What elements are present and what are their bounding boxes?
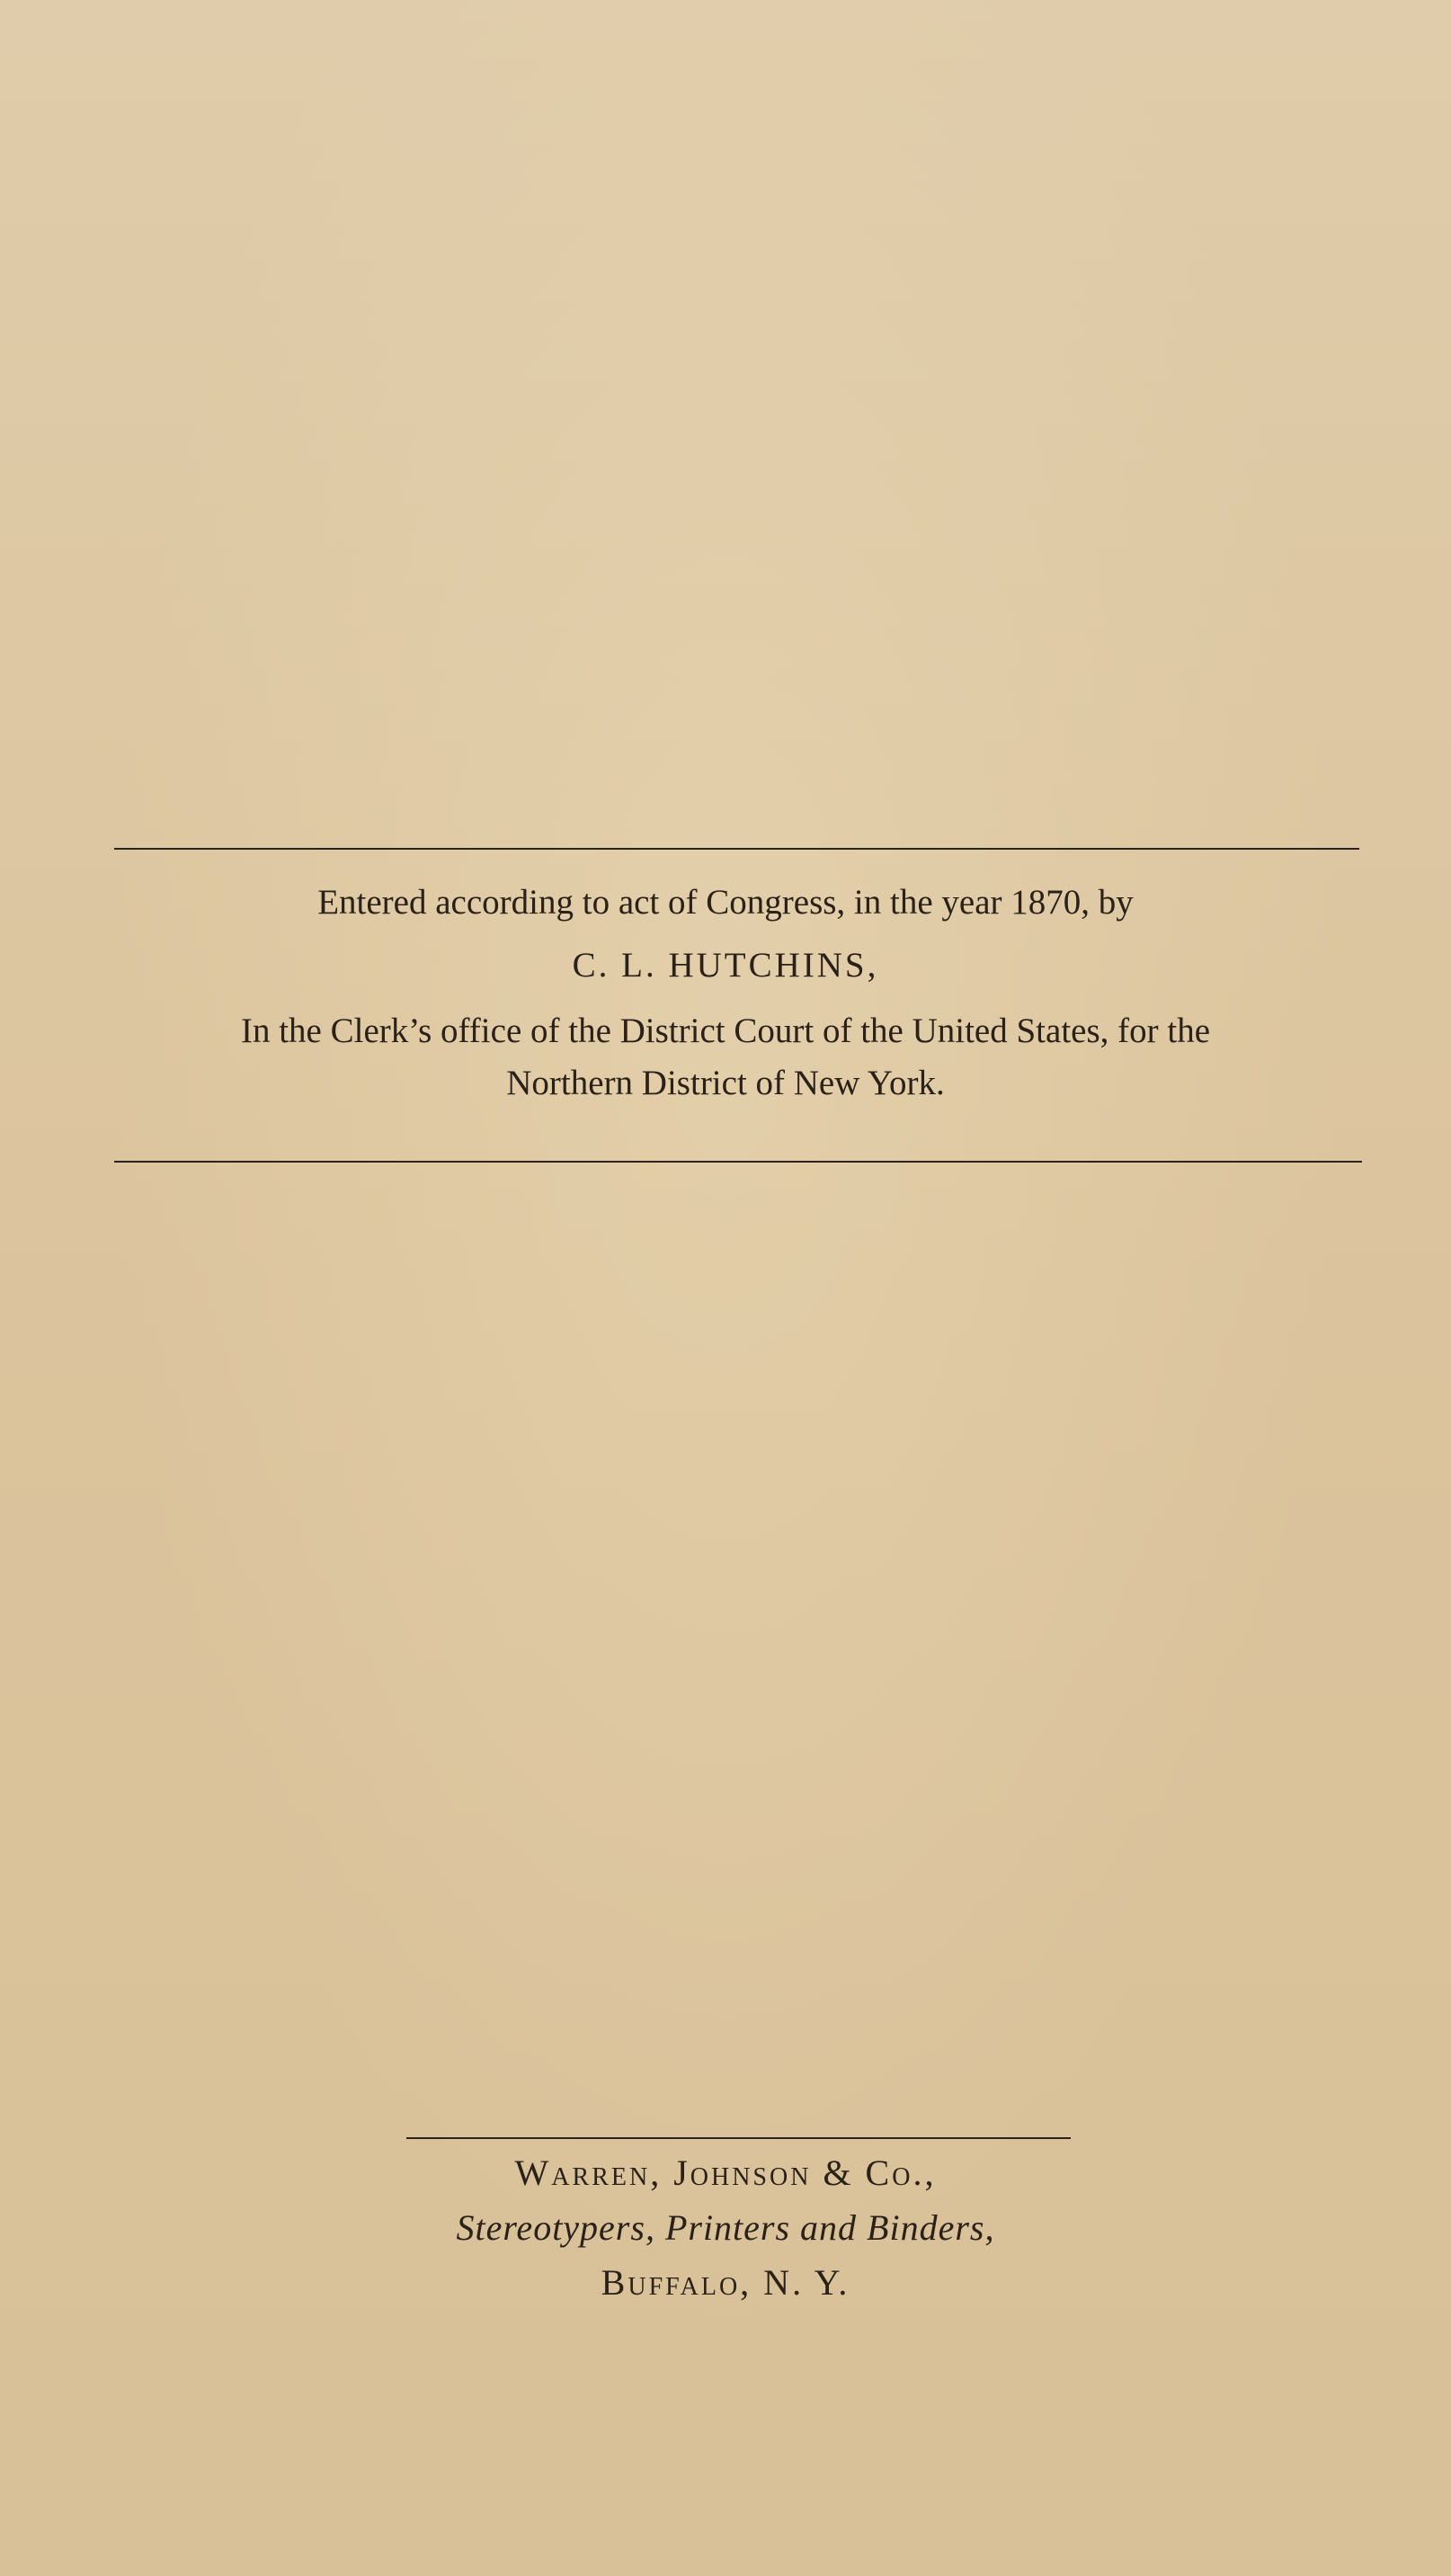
- printer-trade: Stereotypers, Printers and Binders,: [456, 2207, 995, 2248]
- printer-divider-rule: [406, 2137, 1071, 2139]
- printer-name: Warren, Johnson & Co.,: [514, 2153, 937, 2193]
- printer-place: Buffalo, N. Y.: [601, 2262, 850, 2303]
- copyright-notice: [0, 876, 1451, 1110]
- printer-imprint: [0, 2145, 1451, 2310]
- copyright-holder: C. L. HUTCHINS,: [572, 946, 879, 985]
- top-divider-rule: [114, 848, 1359, 850]
- bottom-divider-rule: [114, 1161, 1362, 1163]
- copyright-clerk-line-1: In the Clerk’s office of the District Court of the United States, for the: [240, 1012, 1211, 1050]
- copyright-entered-line: Entered according to act of Congress, in the year 1870, by: [317, 883, 1134, 922]
- copyright-clerk-line-2: Northern District of New York.: [506, 1064, 945, 1102]
